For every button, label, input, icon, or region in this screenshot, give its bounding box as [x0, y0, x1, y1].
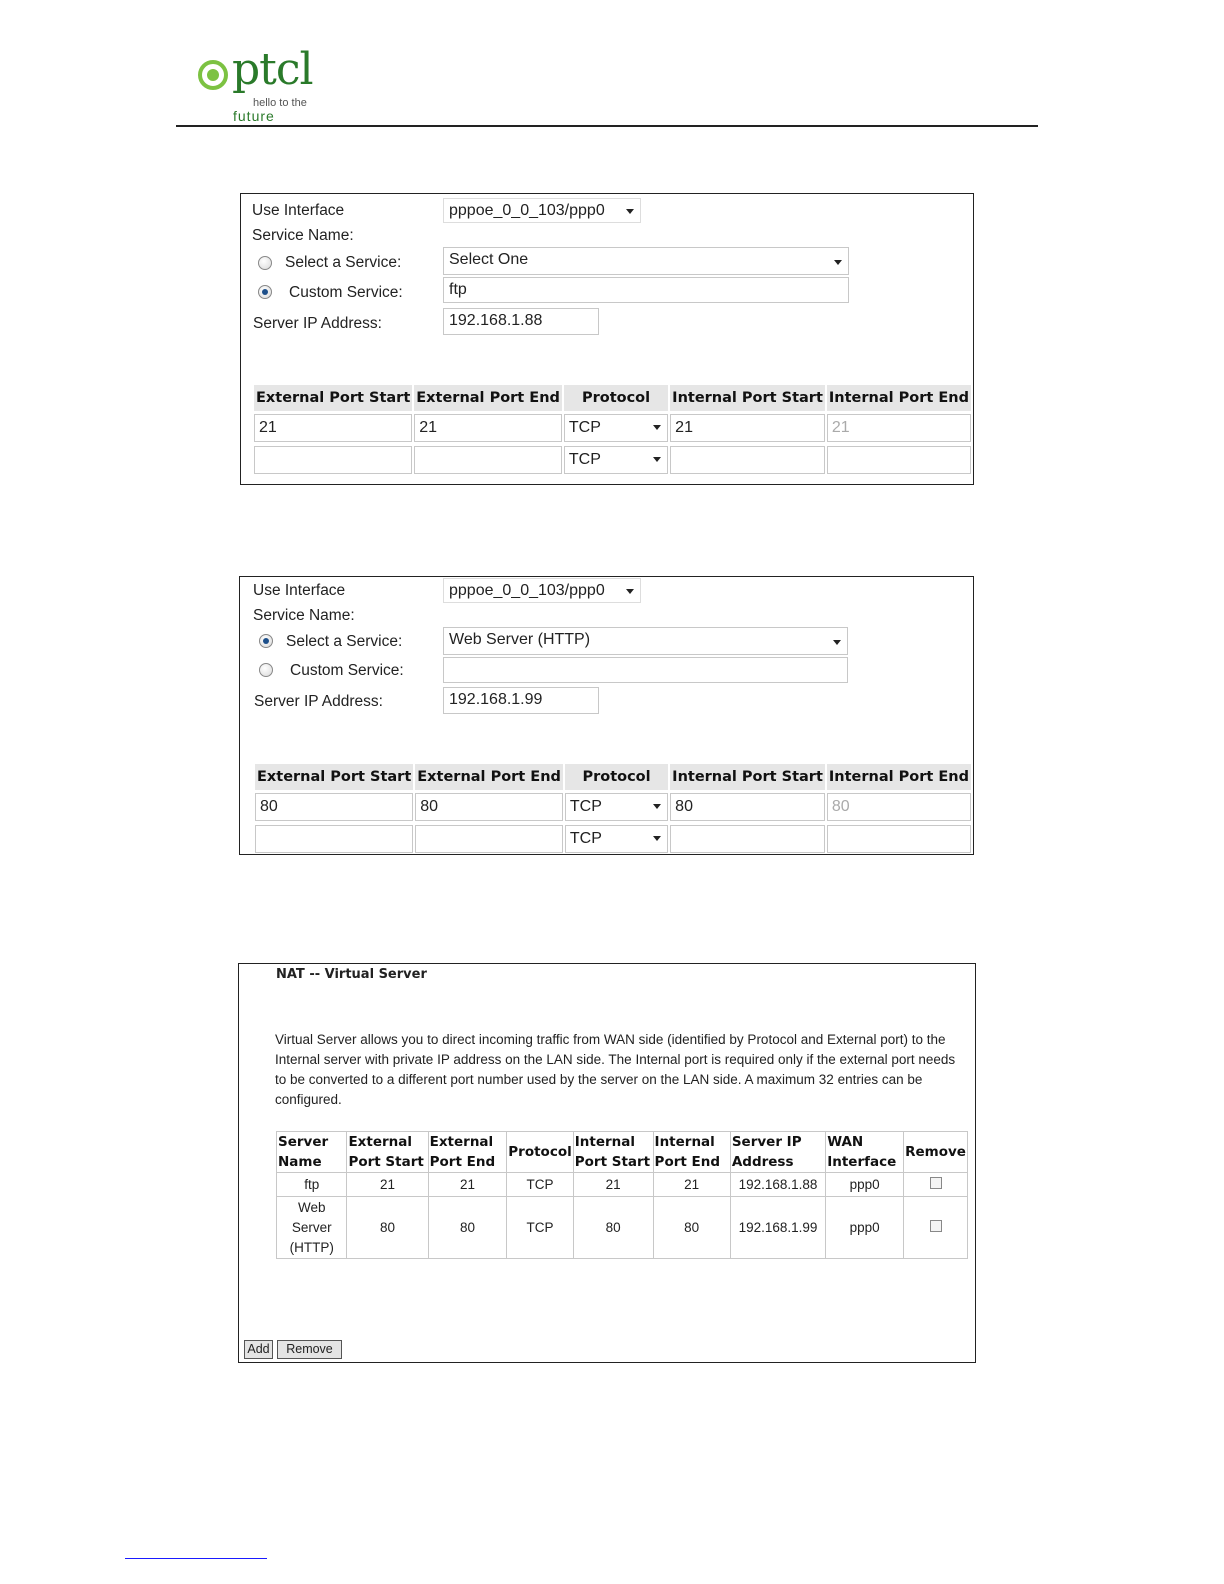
remove-cell: [904, 1173, 968, 1197]
protocol-select[interactable]: [565, 825, 668, 853]
server-ip-cell: 192.168.1.99: [730, 1197, 825, 1259]
ptcl-logo: [194, 44, 334, 126]
col-external-port-start: External Port Start: [254, 385, 412, 411]
external-port-start-input[interactable]: 80: [255, 793, 413, 821]
chevron-down-icon: [653, 804, 661, 809]
port-table-header-row: [255, 764, 971, 790]
port-table: [252, 383, 973, 477]
chevron-down-icon: [653, 425, 661, 430]
col-wan-interface: WAN Interface: [826, 1132, 904, 1173]
remove-checkbox[interactable]: [930, 1177, 942, 1189]
logo-word: ptcl: [232, 44, 313, 95]
external-port-start-input[interactable]: [255, 825, 413, 853]
footer-link-underline: [125, 1558, 267, 1559]
chevron-down-icon: [653, 836, 661, 841]
select-service-label: Select a Service:: [286, 633, 403, 650]
external-port-start-cell: 80: [347, 1197, 428, 1259]
external-port-end-input[interactable]: 80: [415, 793, 563, 821]
use-interface-label: Use Interface: [252, 202, 345, 219]
internal-port-end-cell: 21: [653, 1173, 730, 1197]
internal-port-end-cell: 80: [653, 1197, 730, 1259]
remove-cell: [904, 1197, 968, 1259]
protocol-select[interactable]: [564, 414, 668, 442]
custom-service-label: Custom Service:: [289, 284, 403, 301]
protocol-cell: TCP: [507, 1173, 573, 1197]
add-button[interactable]: Add: [244, 1340, 273, 1359]
custom-service-label: Custom Service:: [290, 662, 404, 679]
header-divider: [176, 125, 1038, 127]
port-table-row: [255, 792, 971, 822]
select-service-dropdown[interactable]: [443, 247, 849, 275]
select-service-dropdown[interactable]: [443, 627, 848, 655]
protocol-value: TCP: [569, 798, 602, 815]
internal-port-start-input[interactable]: [670, 446, 825, 474]
select-service-radio[interactable]: [259, 634, 273, 648]
server-ip-label: Server IP Address:: [254, 693, 383, 710]
use-interface-select[interactable]: [443, 578, 641, 603]
logo-dot-icon: [207, 69, 219, 81]
server-ip-label: Server IP Address:: [253, 315, 382, 332]
wan-interface-cell: ppp0: [826, 1197, 904, 1259]
select-service-value: Select One: [449, 251, 529, 268]
external-port-end-input[interactable]: [414, 446, 562, 474]
nat-description: Virtual Server allows you to direct incoming traffic from WAN side (identified by Protocol and External port) to the Internal server with private IP address on the LAN side. The Internal port is required only if the external port needs to be converted to a different port number used by the server on the LAN side. A maximum 32 entries can be configured.: [275, 1032, 956, 1107]
external-port-end-input[interactable]: [415, 825, 563, 853]
col-internal-port-start: Internal Port Start: [670, 385, 825, 411]
use-interface-value: pppoe_0_0_103/ppp0: [449, 582, 605, 599]
col-internal-port-start: Internal Port Start: [670, 764, 825, 790]
nat-virtual-server-panel: [238, 963, 976, 1363]
wan-interface-cell: ppp0: [826, 1173, 904, 1197]
virtual-server-header-row: [277, 1132, 968, 1173]
use-interface-value: pppoe_0_0_103/ppp0: [449, 202, 605, 219]
protocol-value: TCP: [568, 451, 601, 468]
server-name-cell: ftp: [277, 1173, 347, 1197]
internal-port-end-input: 21: [827, 414, 971, 442]
server-ip-input[interactable]: 192.168.1.99: [443, 687, 599, 714]
select-service-value: Web Server (HTTP): [449, 631, 591, 648]
external-port-end-cell: 80: [428, 1197, 507, 1259]
page-title: NAT -- Virtual Server: [276, 967, 427, 982]
custom-service-input[interactable]: ftp: [443, 277, 849, 303]
virtual-server-row: [277, 1197, 968, 1259]
external-port-start-input[interactable]: [254, 446, 412, 474]
col-internal-port-start: Internal Port Start: [573, 1132, 653, 1173]
col-external-port-start: External Port Start: [255, 764, 413, 790]
internal-port-start-input[interactable]: [670, 825, 825, 853]
protocol-select[interactable]: [564, 446, 668, 474]
chevron-down-icon: [833, 640, 841, 645]
col-internal-port-end: Internal Port End: [827, 385, 971, 411]
remove-checkbox[interactable]: [930, 1220, 942, 1232]
server-ip-input[interactable]: 192.168.1.88: [443, 308, 599, 335]
col-protocol: Protocol: [507, 1132, 573, 1173]
use-interface-label: Use Interface: [253, 582, 346, 599]
remove-button[interactable]: Remove: [277, 1340, 342, 1359]
service-name-label: Service Name:: [253, 607, 355, 624]
col-server-name: Server Name: [277, 1132, 347, 1173]
protocol-cell: TCP: [507, 1197, 573, 1259]
col-external-port-end: External Port End: [414, 385, 562, 411]
col-external-port-start: External Port Start: [347, 1132, 428, 1173]
service-name-label: Service Name:: [252, 227, 354, 244]
internal-port-end-input[interactable]: [827, 825, 971, 853]
protocol-value: TCP: [568, 419, 601, 436]
col-internal-port-end: Internal Port End: [827, 764, 971, 790]
col-external-port-end: External Port End: [415, 764, 563, 790]
col-protocol: Protocol: [565, 764, 668, 790]
custom-service-radio[interactable]: [258, 285, 272, 299]
port-table-row: [254, 413, 971, 443]
col-server-ip-address: Server IP Address: [730, 1132, 825, 1173]
external-port-end-cell: 21: [428, 1173, 507, 1197]
col-protocol: Protocol: [564, 385, 668, 411]
chevron-down-icon: [626, 589, 634, 594]
internal-port-end-input[interactable]: [827, 446, 971, 474]
internal-port-start-input[interactable]: 21: [670, 414, 825, 442]
select-service-label: Select a Service:: [285, 254, 402, 271]
protocol-value: TCP: [569, 830, 602, 847]
port-forward-form-http: [239, 576, 974, 855]
select-service-radio[interactable]: [258, 256, 272, 270]
logo-tagline-bottom: future: [233, 108, 275, 124]
virtual-server-table: [276, 1131, 968, 1259]
external-port-start-cell: 21: [347, 1173, 428, 1197]
custom-service-radio[interactable]: [259, 663, 273, 677]
virtual-server-row: [277, 1173, 968, 1197]
internal-port-end-input: 80: [827, 793, 971, 821]
port-table-header-row: [254, 385, 971, 411]
protocol-select[interactable]: [565, 793, 668, 821]
col-internal-port-end: Internal Port End: [653, 1132, 730, 1173]
internal-port-start-cell: 21: [573, 1173, 653, 1197]
port-table-row: [254, 445, 971, 475]
server-name-cell: Web Server (HTTP): [277, 1197, 347, 1259]
internal-port-start-input[interactable]: 80: [670, 793, 825, 821]
col-external-port-end: External Port End: [428, 1132, 507, 1173]
external-port-end-input[interactable]: 21: [414, 414, 562, 442]
chevron-down-icon: [653, 457, 661, 462]
port-table-row: [255, 824, 971, 854]
use-interface-select[interactable]: [443, 198, 641, 223]
logo-tagline-top: hello to the: [253, 97, 307, 109]
external-port-start-input[interactable]: 21: [254, 414, 412, 442]
internal-port-start-cell: 80: [573, 1197, 653, 1259]
chevron-down-icon: [834, 260, 842, 265]
server-ip-cell: 192.168.1.88: [730, 1173, 825, 1197]
port-forward-form-ftp: [240, 193, 974, 485]
custom-service-input[interactable]: [443, 657, 848, 683]
port-table: [253, 762, 973, 855]
col-remove: Remove: [904, 1132, 968, 1173]
chevron-down-icon: [626, 209, 634, 214]
